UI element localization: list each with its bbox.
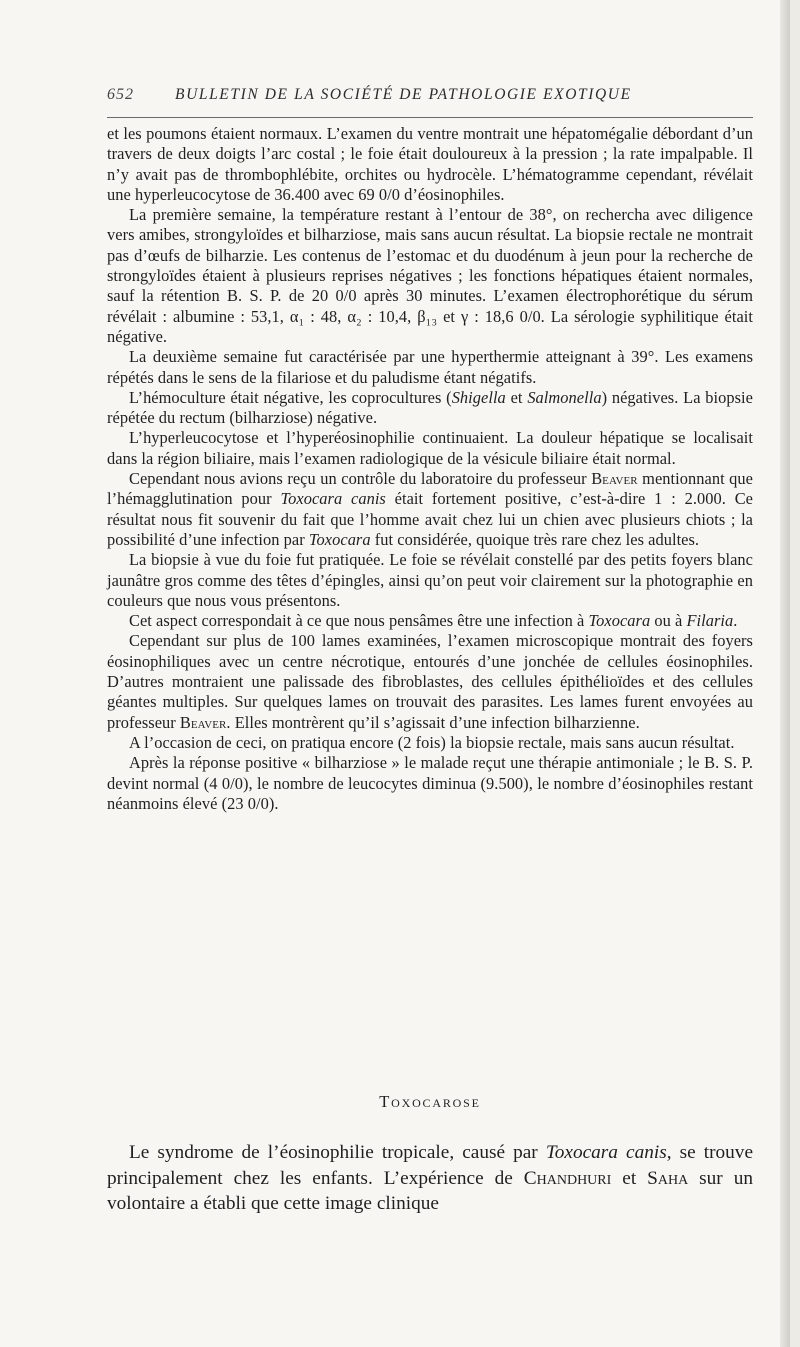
italic-toxocara: Toxocara bbox=[308, 529, 371, 549]
italic-salmonella: Salmonella bbox=[527, 387, 602, 407]
paragraph-6-text-a: Cependant nous avions reçu un contrôle du laboratoire du professeur bbox=[129, 469, 592, 489]
section-title: Toxocarose bbox=[379, 1092, 481, 1111]
paragraph-8-text-b: ou à bbox=[650, 611, 687, 631]
paragraph-9-text-b: . Elles montrèrent qu’il s’agissait d’une infection bilharzienne. bbox=[226, 712, 640, 732]
paragraph-4-text-a: L’hémoculture était négative, les coprocultures ( bbox=[129, 387, 452, 407]
paragraph-8-text-a: Cet aspect correspondait à ce que nous pensâmes être une infection à bbox=[129, 611, 589, 631]
paragraph-11: Après la réponse positive « bilharziose » le malade reçut une thérapie antimoniale ; le B. S. P. devint normal (4 0/0), le nombre de leucocytes diminua (9.500), le nombre d’éosinophiles restant néanmoins élevé (23 0/0). bbox=[107, 753, 753, 813]
paragraph-4-text-c: ) négatives. La biopsie répétée du rectum (bilharziose) négative. bbox=[107, 387, 753, 428]
paragraph-9-text-a: Cependant sur plus de 100 lames examinées, l’examen microscopique montrait des foyers éosinophiliques avec un centre nécrotique, entourés d’une jonchée de cellules éosinophiles. D’autres montraient une palissade des fibroblastes, des cellules épithélioïdes et des cellules géantes multiples. Sur quelques lames on trouvait des parasites. Les lames furent envoyées au professeur bbox=[107, 631, 753, 732]
italic-toxocara-2: Toxocara bbox=[588, 611, 651, 631]
italic-toxocara-canis-lead: Toxocara canis bbox=[545, 1142, 667, 1163]
italic-filaria: Filaria bbox=[686, 611, 734, 631]
author-chandhuri: Chandhuri bbox=[523, 1167, 612, 1189]
paragraph-4-text-b: et bbox=[505, 387, 528, 407]
author-beaver-2: Beaver bbox=[179, 712, 227, 732]
paragraph-1: et les poumons étaient normaux. L’examen du ventre montrait une hépatomégalie débordant d’un travers de deux doigts l’arc costal ; le foie était douloureux à la pression ; la rate impalpable. Il n’y avait pas de thrombophlébite, orchites ou hydrocèle. L’hématogramme cependant, révélait une hyperleucocytose de 36.400 avec 69 0/0 d’éosinophiles. bbox=[107, 124, 753, 204]
paragraph-6-text-d: fut considérée, quoique très rare chez les adultes. bbox=[370, 529, 700, 549]
paragraph-4 bbox=[107, 388, 753, 429]
lead-text-c: et bbox=[611, 1167, 648, 1189]
header-rule bbox=[107, 117, 753, 118]
paragraph-6 bbox=[107, 469, 753, 550]
running-title: BULLETIN DE LA SOCIÉTÉ DE PATHOLOGIE EXOTIQUE bbox=[175, 86, 632, 103]
lead-text-b: , se trouve principalement chez les enfants. L’expérience de bbox=[107, 1142, 753, 1189]
page-number: 652 bbox=[107, 86, 134, 103]
section-lead bbox=[107, 1140, 753, 1217]
lead-text-a: Le syndrome de l’éosinophilie tropicale, causé par bbox=[129, 1142, 546, 1163]
italic-shigella: Shigella bbox=[451, 387, 506, 407]
paragraph-3: La deuxième semaine fut caractérisée par une hyperthermie atteignant à 39°. Les examens répétés dans le sens de la filariose et du paludisme étant négatifs. bbox=[107, 347, 753, 387]
page-edge bbox=[780, 0, 790, 1347]
author-beaver: Beaver bbox=[591, 469, 638, 489]
paragraph-8 bbox=[107, 611, 753, 631]
paragraph-7: La biopsie à vue du foie fut pratiquée. Le foie se révélait constellé par des petits foyers blanc jaunâtre gros comme des têtes d’épingles, ainsi qu’on peut voir clairement sur la photographie en couleurs que nous vous présentons. bbox=[107, 550, 753, 610]
paragraph-5: L’hyperleucocytose et l’hyperéosinophilie continuaient. La douleur hépatique se localisait dans la région biliaire, mais l’examen radiologique de la vésicule biliaire était normal. bbox=[107, 428, 753, 468]
paragraph-9 bbox=[107, 631, 753, 732]
paragraph-2: La première semaine, la température restant à l’entour de 38°, on rechercha avec diligence vers amibes, strongyloïdes et bilharziose, mais sans aucun résultat. La biopsie rectale ne montrait pas d’œufs de bilharzie. Les contenus de l’estomac et du duodénum à jeun pour la recherche de strongyloïdes étaient à plusieurs reprises négatives ; les fonctions hépatiques étaient normales, sauf la rétention B. S. P. de 20 0/0 après 30 minutes. L’examen électrophorétique du sérum révélait : albumine : 53,1, α₁ : 48, α₂ : 10,4, β₁₃ et γ : 18,6 0/0. La sérologie syphilitique était négative. bbox=[107, 205, 753, 346]
body-text bbox=[107, 124, 753, 814]
lead-text-d: sur un volontaire a établi que cette image clinique bbox=[107, 1167, 753, 1214]
lead-paragraph bbox=[107, 1140, 753, 1217]
paragraph-6-text-b: mentionnant que l’hémagglutination pour bbox=[107, 469, 753, 509]
author-saha: Saha bbox=[647, 1167, 689, 1189]
italic-toxocara-canis: Toxocara canis bbox=[280, 489, 386, 509]
paragraph-8-text-c: . bbox=[733, 611, 738, 631]
paragraph-10: A l’occasion de ceci, on pratiqua encore (2 fois) la biopsie rectale, mais sans aucun résultat. bbox=[129, 732, 735, 752]
running-header bbox=[107, 86, 753, 110]
paragraph-6-text-c: était fortement positive, c’est-à-dire 1 : 2.000. Ce résultat nous fit souvenir du fait que l’homme avait chez lui un chien avec plusieurs chiots ; la possibilité d’une infection par bbox=[107, 489, 753, 549]
